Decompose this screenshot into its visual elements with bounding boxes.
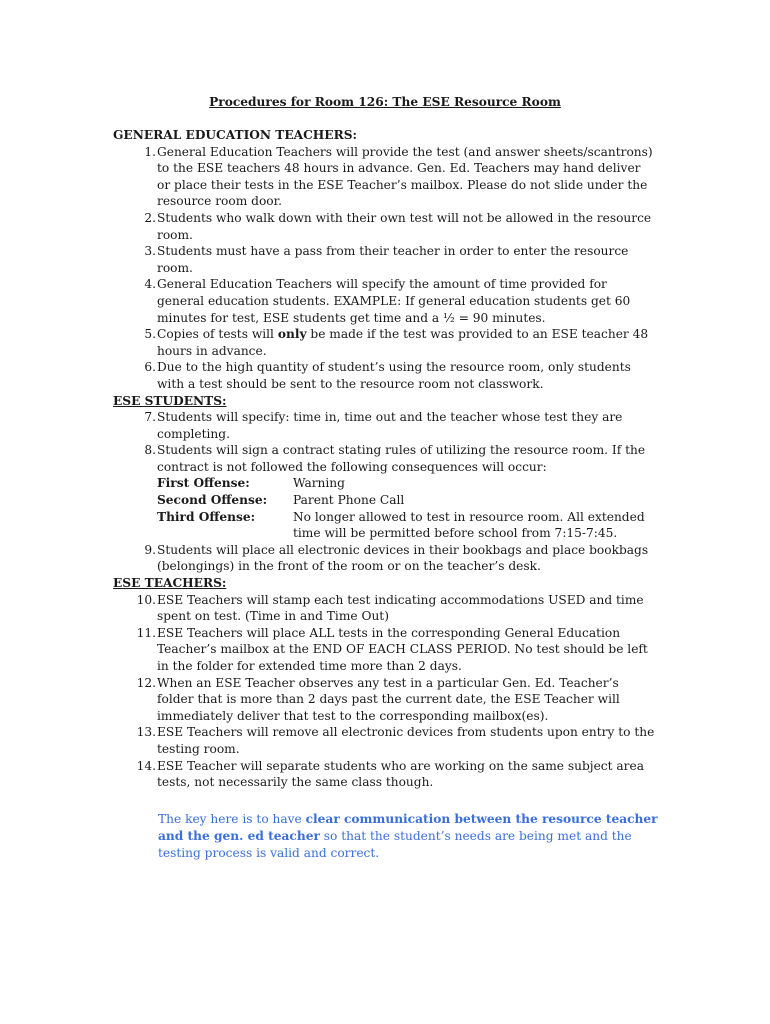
list-item [113, 359, 663, 392]
list-item [113, 592, 663, 625]
item-text: Students will place all electronic devices in their bookbags and place bookbags (belongings) in the front of the room or on the teacher’s desk. [157, 542, 649, 574]
list-item [113, 675, 663, 725]
item-text: ESE Teachers will remove all electronic devices from students upon entry to the testing room. [157, 725, 655, 756]
item-text: When an ESE Teacher observes any test in a particular Gen. Ed. Teacher’s folder that is more than 2 days past the current date, the ESE Teacher will immediately deliver that test to the corresponding mailbox(es). [157, 675, 620, 723]
note-post: so that the student’s needs are being met and the testing process is valid and correct. [158, 829, 632, 860]
item-text [157, 326, 657, 359]
item-number: 1 . [113, 144, 157, 210]
item-number: 5 . [113, 326, 157, 359]
note-pre: The key here is to have [158, 812, 306, 826]
item-number: 10 . [113, 592, 157, 625]
list-item [113, 758, 663, 791]
item-number: 14 . [113, 758, 157, 791]
item-number: 4 . [113, 276, 157, 326]
document-body [113, 127, 663, 791]
ese-teachers-heading: ESE TEACHERS: [113, 576, 227, 591]
item-text: Students will specify: time in, time out and the teacher whose test they are completing. [157, 410, 623, 441]
item-number: 8 . [113, 442, 157, 542]
item-text-body: Students will sign a contract stating rules of utilizing the resource room. If the contract is not followed the following consequences will occur: [157, 443, 646, 474]
item-text-pre: Copies of tests will [157, 327, 278, 342]
offense-consequence: Parent Phone Call [293, 493, 405, 508]
ese-students-heading: ESE STUDENTS: [113, 393, 227, 408]
note-emphasis: clear communication between the resource teacher and the gen. ed teacher [158, 812, 658, 843]
item-number: 12 . [113, 675, 157, 725]
list-item [113, 276, 663, 326]
item-number: 3 . [113, 243, 157, 276]
general-teachers-heading: GENERAL EDUCATION TEACHERS: [113, 128, 358, 142]
offense-consequence: No longer allowed to test in resource room. All extended time will be permitted before school from 7:15-7:45. [293, 509, 645, 541]
list-item [113, 210, 663, 243]
item-text-emphasis: only [277, 327, 307, 342]
offense-label: Third Offense: [157, 509, 256, 524]
item-text [157, 442, 657, 542]
item-number: 6 . [113, 359, 157, 392]
list-item [113, 243, 663, 276]
offense-consequence: Warning [293, 476, 345, 491]
item-text: Due to the high quantity of student’s using the resource room, only students with a test should be sent to the resource room not classwork. [157, 360, 631, 391]
offense-row-first [157, 475, 657, 492]
list-item [113, 542, 663, 575]
item-text: ESE Teachers will stamp each test indicating accommodations USED and time spent on test. (Time in and Time Out) [157, 592, 644, 624]
item-text: Students who walk down with their own test will not be allowed in the resource room. [157, 210, 652, 242]
list-item [113, 625, 663, 675]
list-item [113, 442, 663, 542]
offense-label: Second Offense: [157, 493, 268, 508]
document-title: Procedures for Room 126: The ESE Resource Room [209, 95, 561, 109]
item-number: 13 . [113, 724, 157, 757]
item-number: 9 . [113, 542, 157, 575]
item-text: General Education Teachers will specify the amount of time provided for general education students. EXAMPLE: If general education students get 60 minutes for test, ESE students get time and a ½ = 90 minutes. [157, 277, 631, 325]
item-text: ESE Teacher will separate students who are working on the same subject area tests, not necessarily the same class though. [157, 758, 644, 790]
item-number: 11 . [113, 625, 157, 675]
offense-label: First Offense: [157, 476, 250, 491]
list-item [113, 326, 663, 359]
list-item [113, 144, 663, 210]
list-item [113, 409, 663, 442]
item-number: 2 . [113, 210, 157, 243]
offense-row-third [157, 509, 657, 542]
item-number: 7 . [113, 409, 157, 442]
list-item [113, 724, 663, 757]
offense-row-second [157, 492, 657, 509]
item-text-post: be made if the test was provided to an ESE teacher 48 hours in advance. [157, 327, 649, 358]
item-text: General Education Teachers will provide the test (and answer sheets/scantrons) to the ESE teachers 48 hours in advance. Gen. Ed. Teachers may hand deliver or place their tests in the ESE Teacher’s mailbox. Please do not slide under the resource room door. [157, 144, 653, 209]
item-text: ESE Teachers will place ALL tests in the corresponding General Education Teacher’s mailbox at the END OF EACH CLASS PERIOD. No test should be left in the folder for extended time more than 2 days. [157, 625, 648, 673]
closing-note [158, 811, 658, 862]
item-text: Students must have a pass from their teacher in order to enter the resource room. [157, 244, 629, 275]
